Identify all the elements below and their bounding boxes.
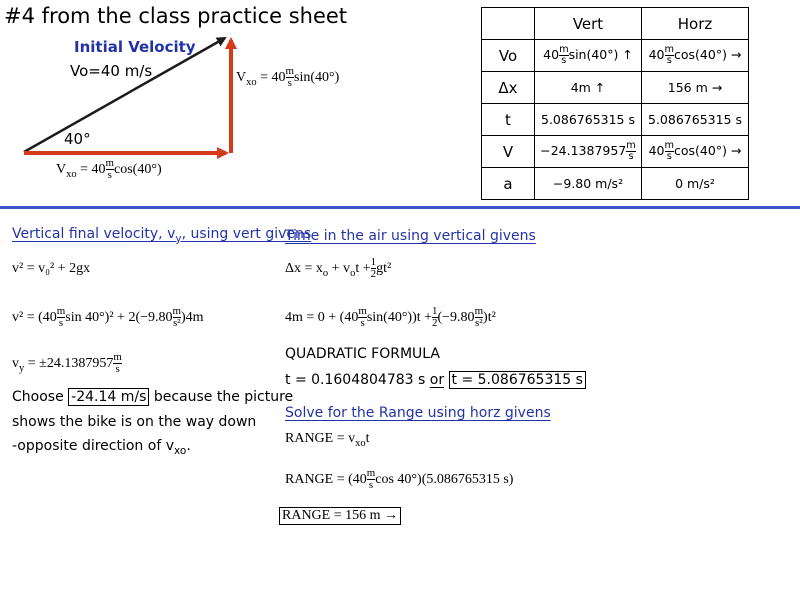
time-solutions: t = 0.1604804783 s or t = 5.086765315 s xyxy=(285,372,586,388)
velocity-substitution: v² = (40 $\frac{m}{s}$ sin 40°)² + 2(−9.80 $\frac{m}{\text{s²}}$ )4m xyxy=(12,305,204,330)
section-divider xyxy=(0,206,800,209)
table-cell: −24.1387957 $\frac{m}{s}$ xyxy=(535,136,642,168)
kinematic-substitution: 4m = 0 + (40 $\frac{m}{s}$ sin(40°))t + $\frac{1}{2}$ (−9.80 $\frac{m}{\text{s²}}$ )t² xyxy=(285,305,496,330)
row-label: V xyxy=(482,136,535,168)
range-substitution: RANGE = (40 $\frac{m}{s}$ cos 40°)(5.086765315 s) xyxy=(285,467,514,492)
table-row xyxy=(482,40,749,72)
velocity-result: $v_y = \pm 24.1387957$ $\frac{m}{s}$ xyxy=(12,351,122,376)
range-heading: Solve for the Range using horz givens xyxy=(285,405,551,421)
table-cell: 5.086765315 s xyxy=(642,104,749,136)
table-cell: 40 $\frac{m}{s}$ sin(40°) ↑ xyxy=(535,40,642,72)
quadratic-formula-label: QUADRATIC FORMULA xyxy=(285,346,441,362)
table-cell: 4m ↑ xyxy=(535,72,642,104)
table-cell: 0 m/s² xyxy=(642,168,749,200)
range-equation: RANGE = $v_{xo}t$ xyxy=(285,431,370,449)
table-row xyxy=(482,72,749,104)
initial-velocity-heading: Initial Velocity xyxy=(74,38,196,56)
vertical-final-velocity-heading: Vertical final velocity, $v_y$, using vert givens xyxy=(12,226,312,245)
table-cell: 156 m → xyxy=(642,72,749,104)
table-cell: 40 $\frac{m}{s}$ cos(40°) → xyxy=(642,136,749,168)
row-label: t xyxy=(482,104,535,136)
row-label: Δx xyxy=(482,72,535,104)
table-row xyxy=(482,168,749,200)
row-label: Vo xyxy=(482,40,535,72)
chosen-time-box: t = 5.086765315 s xyxy=(449,371,586,389)
table-row xyxy=(482,136,749,168)
vertical-component-label: $V_{xo} = 40$ $\frac{m}{s}$ sin(40°) xyxy=(236,65,340,90)
table-cell: 5.086765315 s xyxy=(535,104,642,136)
row-label: a xyxy=(482,168,535,200)
givens-table xyxy=(481,7,749,200)
launch-angle-label: 40° xyxy=(64,130,91,148)
table-header-row xyxy=(482,8,749,40)
initial-velocity-value: Vo=40 m/s xyxy=(70,62,153,80)
explanation-line: -opposite direction of $v_{xo}$. xyxy=(12,438,191,457)
table-row xyxy=(482,104,749,136)
choose-explanation: Choose -24.14 m/s because the picture xyxy=(12,389,294,405)
chosen-velocity-box: -24.14 m/s xyxy=(68,388,149,406)
time-in-air-heading: Time in the air using vertical givens xyxy=(285,228,536,244)
page-title: #4 from the class practice sheet xyxy=(4,4,348,28)
table-cell: −9.80 m/s² xyxy=(535,168,642,200)
horizontal-component-label: $V_{xo} = 40$ $\frac{m}{s}$ cos(40°) xyxy=(56,157,162,182)
explanation-line: shows the bike is on the way down xyxy=(12,414,257,430)
velocity-equation: v² = v₀² + 2gx xyxy=(12,261,91,276)
range-result-box: RANGE = 156 m → xyxy=(279,507,401,525)
table-cell: 40 $\frac{m}{s}$ cos(40°) → xyxy=(642,40,749,72)
table-header-cell: Horz xyxy=(642,8,749,40)
kinematic-equation: $\Delta x = x_o + v_ot$ + $\frac{1}{2}$ gt² xyxy=(285,256,392,281)
table-header-cell xyxy=(482,8,535,40)
table-header-cell: Vert xyxy=(535,8,642,40)
